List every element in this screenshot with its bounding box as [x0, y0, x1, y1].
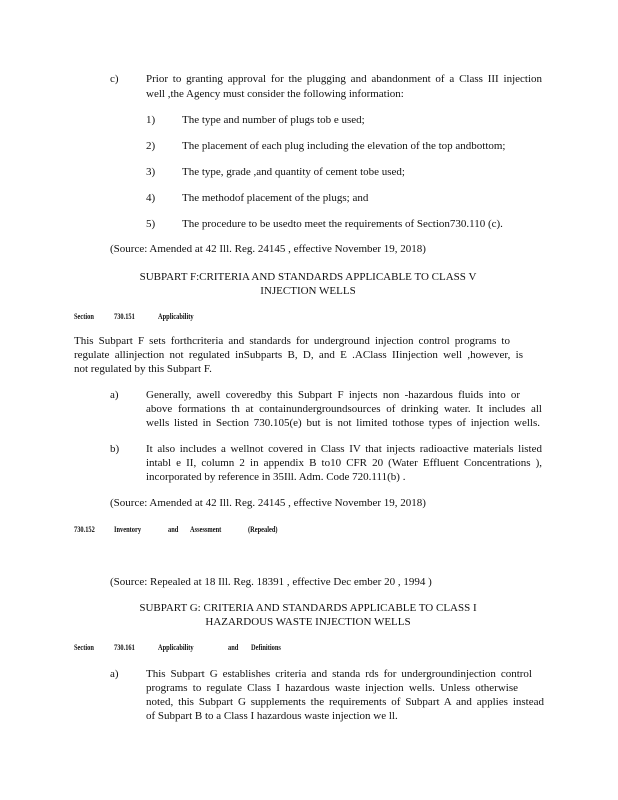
section-number: 730.152 [74, 525, 95, 534]
section-title: Applicability [158, 312, 194, 321]
para-a-line3: wells listed in Section 730.105(e) but is not limited tothose types of injection wells. [146, 417, 540, 429]
para-a-label: a) [110, 389, 119, 401]
subpart-g-heading-line2: HAZARDOUS WASTE INJECTION WELLS [205, 616, 411, 628]
list-item-text: The placement of each plug including the elevation of the top andbottom; [182, 140, 506, 152]
section-title-assessment: Assessment [190, 525, 222, 534]
para-a2-line4: of Subpart B to a Class I hazardous waste injection we ll. [146, 710, 398, 722]
list-item-number: 3) [146, 166, 156, 178]
section-title-definitions: Definitions [251, 643, 281, 652]
para-a2-line2: programs to regulate Class I hazardous waste injection wells. Unless otherwise [146, 682, 518, 694]
para-a2-line1: This Subpart G establishes criteria and standa rds for undergroundinjection control [146, 668, 532, 680]
body-f-line2: regulate allinjection not regulated inSubparts B, D, and E .AClass IIinjection well ,however, is [74, 349, 523, 361]
section-title-and: and [168, 525, 179, 534]
para-b-line2: intabl e II, column 2 in appendix B to10 CFR 20 (Water Effluent Concentrations ), [146, 457, 542, 469]
para-b-line1: It also includes a wellnot covered in Class IV that injects radioactive materials listed [146, 443, 542, 455]
para-a-label: a) [110, 668, 119, 680]
source-note: (Source: Amended at 42 Ill. Reg. 24145 , effective November 19, 2018) [110, 243, 426, 255]
subpart-g-heading-line1: SUBPART G: CRITERIA AND STANDARDS APPLICABLE TO CLASS I [139, 602, 477, 614]
section-number: 730.151 [114, 312, 135, 321]
list-item-text: The type, grade ,and quantity of cement tobe used; [182, 166, 405, 178]
section-label: Section [74, 312, 94, 321]
body-f-line3: not regulated by this Subpart F. [74, 363, 212, 375]
list-item-number: 1) [146, 114, 156, 126]
list-item-number: 4) [146, 192, 156, 204]
list-item-text: The methodof placement of the plugs; and [182, 192, 369, 204]
para-c-line1: Prior to granting approval for the plugging and abandonment of a Class III injection [146, 73, 542, 85]
list-item-number: 5) [146, 218, 156, 230]
list-item-text: The type and number of plugs tob e used; [182, 114, 365, 126]
para-c-label: c) [110, 73, 119, 85]
source-note: (Source: Repealed at 18 Ill. Reg. 18391 , effective Dec ember 20 , 1994 ) [110, 576, 432, 588]
subpart-f-heading-line1: SUBPART F:CRITERIA AND STANDARDS APPLICABLE TO CLASS V [139, 271, 477, 283]
section-title: Inventory [114, 525, 142, 534]
para-c-line2: well ,the Agency must consider the following information: [146, 88, 404, 100]
source-note: (Source: Amended at 42 Ill. Reg. 24145 , effective November 19, 2018) [110, 497, 426, 509]
list-item-number: 2) [146, 140, 156, 152]
para-a-line1: Generally, awell coveredby this Subpart F injects non -hazardous fluids into or [146, 389, 520, 401]
para-a-line2: above formations th at containundergroundsources of drinking water. It includes all [146, 403, 542, 415]
para-b-label: b) [110, 443, 120, 455]
body-f-line1: This Subpart F sets forthcriteria and standards for underground injection control programs to [74, 335, 510, 347]
section-number: 730.161 [114, 643, 135, 652]
subpart-f-heading-line2: INJECTION WELLS [260, 285, 356, 297]
section-title: Applicability [158, 643, 194, 652]
para-a2-line3: noted, this Subpart G supplements the requirements of Subpart A and applies instead [146, 696, 544, 708]
list-item-text: The procedure to be usedto meet the requirements of Section730.110 (c). [182, 218, 503, 230]
section-status: (Repealed) [248, 525, 278, 534]
para-b-line3: incorporated by reference in 35Ill. Adm. Code 720.111(b) . [146, 471, 406, 483]
section-title-and: and [228, 643, 239, 652]
section-label: Section [74, 643, 94, 652]
